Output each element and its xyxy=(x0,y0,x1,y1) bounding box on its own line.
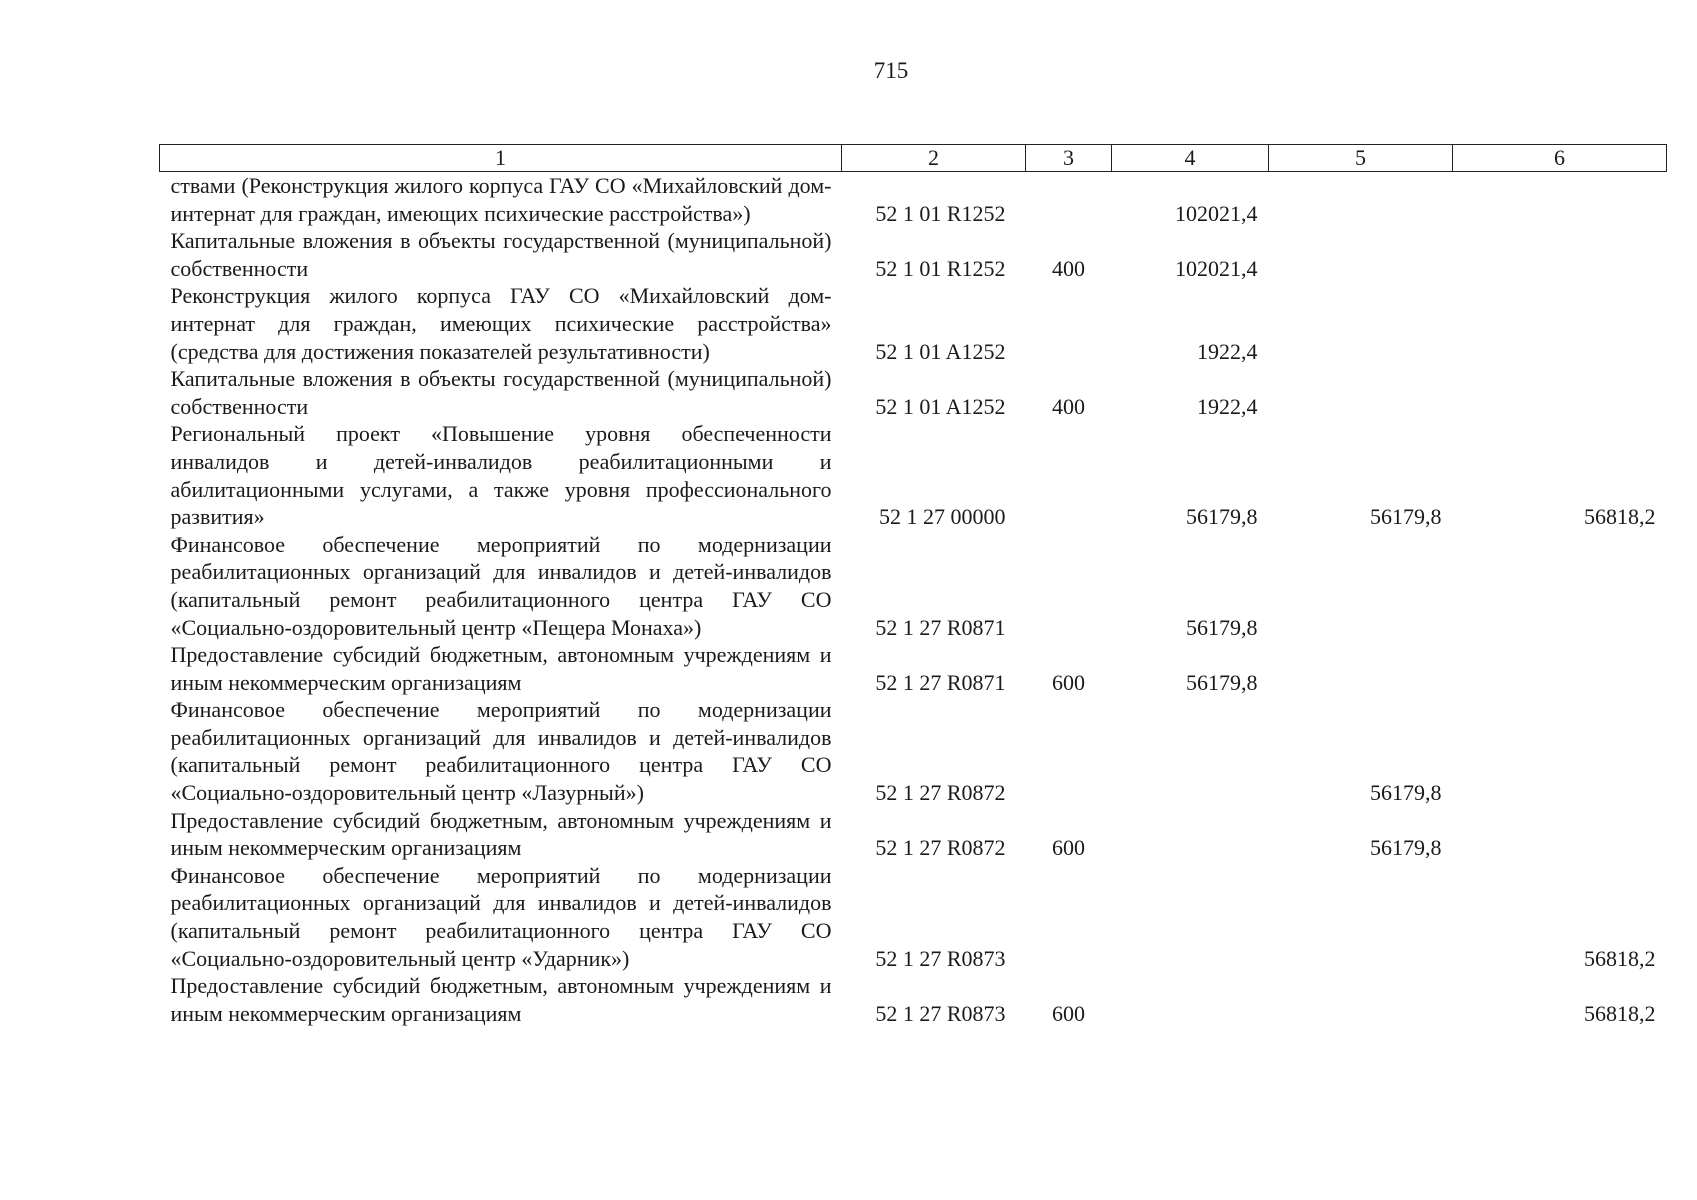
table-row xyxy=(160,862,1667,972)
table-row xyxy=(160,420,1667,530)
row-expense-type xyxy=(1026,696,1112,806)
budget-table xyxy=(159,144,1667,1027)
column-header-1: 1 xyxy=(160,145,842,172)
row-amount-col5: 56179,8 xyxy=(1370,835,1442,861)
table-row xyxy=(160,365,1667,420)
row-expense-type: 600 xyxy=(1052,835,1085,861)
row-expense-type xyxy=(1026,420,1112,530)
row-amount-col4: 1922,4 xyxy=(1197,393,1258,419)
table-row xyxy=(160,972,1667,1027)
table-row xyxy=(160,227,1667,282)
table-row xyxy=(160,641,1667,696)
row-amount-col4 xyxy=(1112,862,1269,972)
row-description: Капитальные вложения в объекты государственной (муниципальной) собственности xyxy=(170,366,832,419)
row-code: 52 1 27 00000 xyxy=(879,504,1006,530)
row-amount-col5 xyxy=(1269,972,1453,1027)
row-description: Финансовое обеспечение мероприятий по модернизации реабилитационных организаций для инвалидов и детей-инвалидов (капитальный ремонт реабилитационного центра ГАУ СО «Социально-оздоровительный центр «Ударник») xyxy=(170,862,832,971)
row-amount-col6 xyxy=(1453,172,1667,228)
row-amount-col5: 56179,8 xyxy=(1370,504,1442,530)
row-code: 52 1 01 R1252 xyxy=(875,200,1006,226)
row-amount-col5 xyxy=(1269,862,1453,972)
row-expense-type xyxy=(1026,862,1112,972)
row-expense-type: 400 xyxy=(1052,393,1085,419)
row-amount-col6 xyxy=(1453,282,1667,365)
row-amount-col4: 56179,8 xyxy=(1186,614,1258,640)
column-header-4: 4 xyxy=(1112,145,1269,172)
row-description: Реконструкция жилого корпуса ГАУ СО «Михайловский дом-интернат для граждан, имеющих психические расстройства» (средства для достижения показателей результативности) xyxy=(170,283,832,364)
row-code: 52 1 27 R0871 xyxy=(875,614,1006,640)
row-description: Предоставление субсидий бюджетным, автономным учреждениям и иным некоммерческим организациям xyxy=(170,807,832,861)
row-expense-type: 400 xyxy=(1052,255,1085,281)
row-amount-col6 xyxy=(1453,807,1667,862)
row-expense-type: 600 xyxy=(1052,1000,1085,1026)
row-amount-col6: 56818,2 xyxy=(1584,504,1656,530)
row-code: 52 1 01 A1252 xyxy=(875,393,1006,419)
row-amount-col5: 56179,8 xyxy=(1370,780,1442,806)
row-amount-col6: 56818,2 xyxy=(1584,945,1656,971)
column-header-6: 6 xyxy=(1453,145,1667,172)
column-number-row xyxy=(160,145,1667,172)
row-amount-col5 xyxy=(1269,227,1453,282)
row-code: 52 1 27 R0873 xyxy=(875,1000,1006,1026)
row-amount-col4: 56179,8 xyxy=(1186,504,1258,530)
column-header-3: 3 xyxy=(1026,145,1112,172)
row-amount-col6 xyxy=(1453,227,1667,282)
row-amount-col5 xyxy=(1269,641,1453,696)
row-amount-col4: 56179,8 xyxy=(1186,669,1258,695)
row-amount-col5 xyxy=(1269,172,1453,228)
row-amount-col6: 56818,2 xyxy=(1584,1000,1656,1026)
row-description: Предоставление субсидий бюджетным, автономным учреждениям и иным некоммерческим организациям xyxy=(170,642,832,695)
table-row xyxy=(160,807,1667,862)
row-amount-col4: 102021,4 xyxy=(1175,255,1258,281)
table-row xyxy=(160,172,1667,228)
row-amount-col4: 1922,4 xyxy=(1197,338,1258,364)
row-code: 52 1 27 R0872 xyxy=(875,780,1006,806)
row-amount-col4: 102021,4 xyxy=(1175,200,1258,226)
row-amount-col4 xyxy=(1112,807,1269,862)
row-amount-col5 xyxy=(1269,531,1453,641)
column-header-2: 2 xyxy=(842,145,1026,172)
row-amount-col4 xyxy=(1112,972,1269,1027)
table-row xyxy=(160,531,1667,641)
column-header-5: 5 xyxy=(1269,145,1453,172)
row-description: ствами (Реконструкция жилого корпуса ГАУ СО «Михайловский дом-интернат для граждан, имеющих психические расстройства») xyxy=(170,173,832,226)
row-amount-col6 xyxy=(1453,641,1667,696)
row-expense-type: 600 xyxy=(1052,669,1085,695)
row-description: Капитальные вложения в объекты государственной (муниципальной) собственности xyxy=(170,228,832,281)
row-description: Финансовое обеспечение мероприятий по модернизации реабилитационных организаций для инвалидов и детей-инвалидов (капитальный ремонт реабилитационного центра ГАУ СО «Социально-оздоровительный центр «Лазурный») xyxy=(170,697,832,806)
row-code: 52 1 01 R1252 xyxy=(875,255,1006,281)
row-expense-type xyxy=(1026,531,1112,641)
row-code: 52 1 27 R0872 xyxy=(875,835,1006,861)
row-amount-col6 xyxy=(1453,696,1667,806)
row-code: 52 1 01 A1252 xyxy=(875,338,1006,364)
row-description: Региональный проект «Повышение уровня обеспеченности инвалидов и детей-инвалидов реабилитационными и абилитационными услугами, а также уровня профессионального развития» xyxy=(170,421,832,530)
table-body xyxy=(160,172,1667,1028)
row-amount-col5 xyxy=(1269,365,1453,420)
row-description: Предоставление субсидий бюджетным, автономным учреждениям и иным некоммерческим организациям xyxy=(170,973,832,1026)
row-expense-type xyxy=(1026,172,1112,228)
table-row xyxy=(160,282,1667,365)
table-header xyxy=(160,145,1667,172)
row-amount-col5 xyxy=(1269,282,1453,365)
row-amount-col4 xyxy=(1112,696,1269,806)
row-code: 52 1 27 R0871 xyxy=(875,669,1006,695)
row-amount-col6 xyxy=(1453,531,1667,641)
row-code: 52 1 27 R0873 xyxy=(875,945,1006,971)
table-row xyxy=(160,696,1667,806)
row-description: Финансовое обеспечение мероприятий по модернизации реабилитационных организаций для инвалидов и детей-инвалидов (капитальный ремонт реабилитационного центра ГАУ СО «Социально-оздоровительный центр «Пещера Монаха») xyxy=(170,531,832,640)
row-amount-col6 xyxy=(1453,365,1667,420)
row-expense-type xyxy=(1026,282,1112,365)
page-number: 715 xyxy=(873,58,909,83)
